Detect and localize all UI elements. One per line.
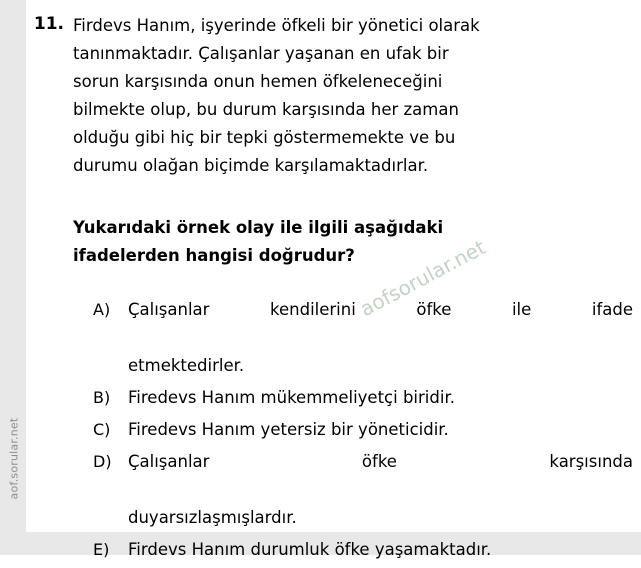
answer-option-letter: C) <box>93 420 111 439</box>
question-stem-line: sorun karşısında onun hemen öfkeleneceğini <box>73 72 443 91</box>
answer-option-letter: E) <box>93 540 110 559</box>
answer-option-e[interactable] <box>73 536 633 564</box>
answer-option-text <box>128 416 633 444</box>
answer-option-a[interactable] <box>73 296 633 380</box>
question-stem-line: olduğu gibi hiç bir tepki göstermemekte ve bu <box>73 128 456 147</box>
answer-option-letter: A) <box>93 300 111 319</box>
question-page <box>26 0 641 559</box>
answer-option-line: Çalışanlar kendilerini öfke ile ifade <box>128 300 633 319</box>
answer-option-text <box>128 296 633 380</box>
answer-option-d[interactable] <box>73 448 633 532</box>
answer-options <box>73 296 633 568</box>
answer-option-line: Firedevs Hanım yetersiz bir yöneticidir. <box>128 420 449 439</box>
answer-option-c[interactable] <box>73 416 633 444</box>
left-watermark-text: aof.sorular.net <box>7 417 21 500</box>
answer-option-line: etmektedirler. <box>128 356 245 375</box>
question-prompt-line: ifadelerden hangisi doğrudur? <box>73 246 355 265</box>
question-stem-line: tanınmaktadır. Çalışanlar yaşanan en ufak bir <box>73 44 449 63</box>
question-stem <box>73 12 622 180</box>
center-watermark-text: aofsorular.net <box>356 234 490 322</box>
answer-option-line: Firdevs Hanım durumluk öfke yaşamaktadır. <box>128 540 492 559</box>
question-prompt <box>73 214 622 270</box>
answer-option-letter: D) <box>93 452 112 471</box>
left-margin-strip <box>0 0 26 555</box>
question-number: 11. <box>33 14 64 34</box>
answer-option-line: Firedevs Hanım mükemmeliyetçi biridir. <box>128 388 455 407</box>
question-stem-line: bilmekte olup, bu durum karşısında her zaman <box>73 100 459 119</box>
answer-option-line: duyarsızlaşmışlardır. <box>128 508 297 527</box>
answer-option-text <box>128 448 633 532</box>
answer-option-b[interactable] <box>73 384 633 412</box>
question-stem-line: durumu olağan biçimde karşılamaktadırlar. <box>73 156 429 175</box>
question-stem-line: Firdevs Hanım, işyerinde öfkeli bir yönetici olarak <box>73 16 480 35</box>
answer-option-line: Çalışanlar öfke karşısında <box>128 452 633 471</box>
answer-option-text <box>128 536 633 564</box>
question-prompt-line: Yukarıdaki örnek olay ile ilgili aşağıdaki <box>73 218 444 237</box>
answer-option-letter: B) <box>93 388 111 407</box>
answer-option-text <box>128 384 633 412</box>
